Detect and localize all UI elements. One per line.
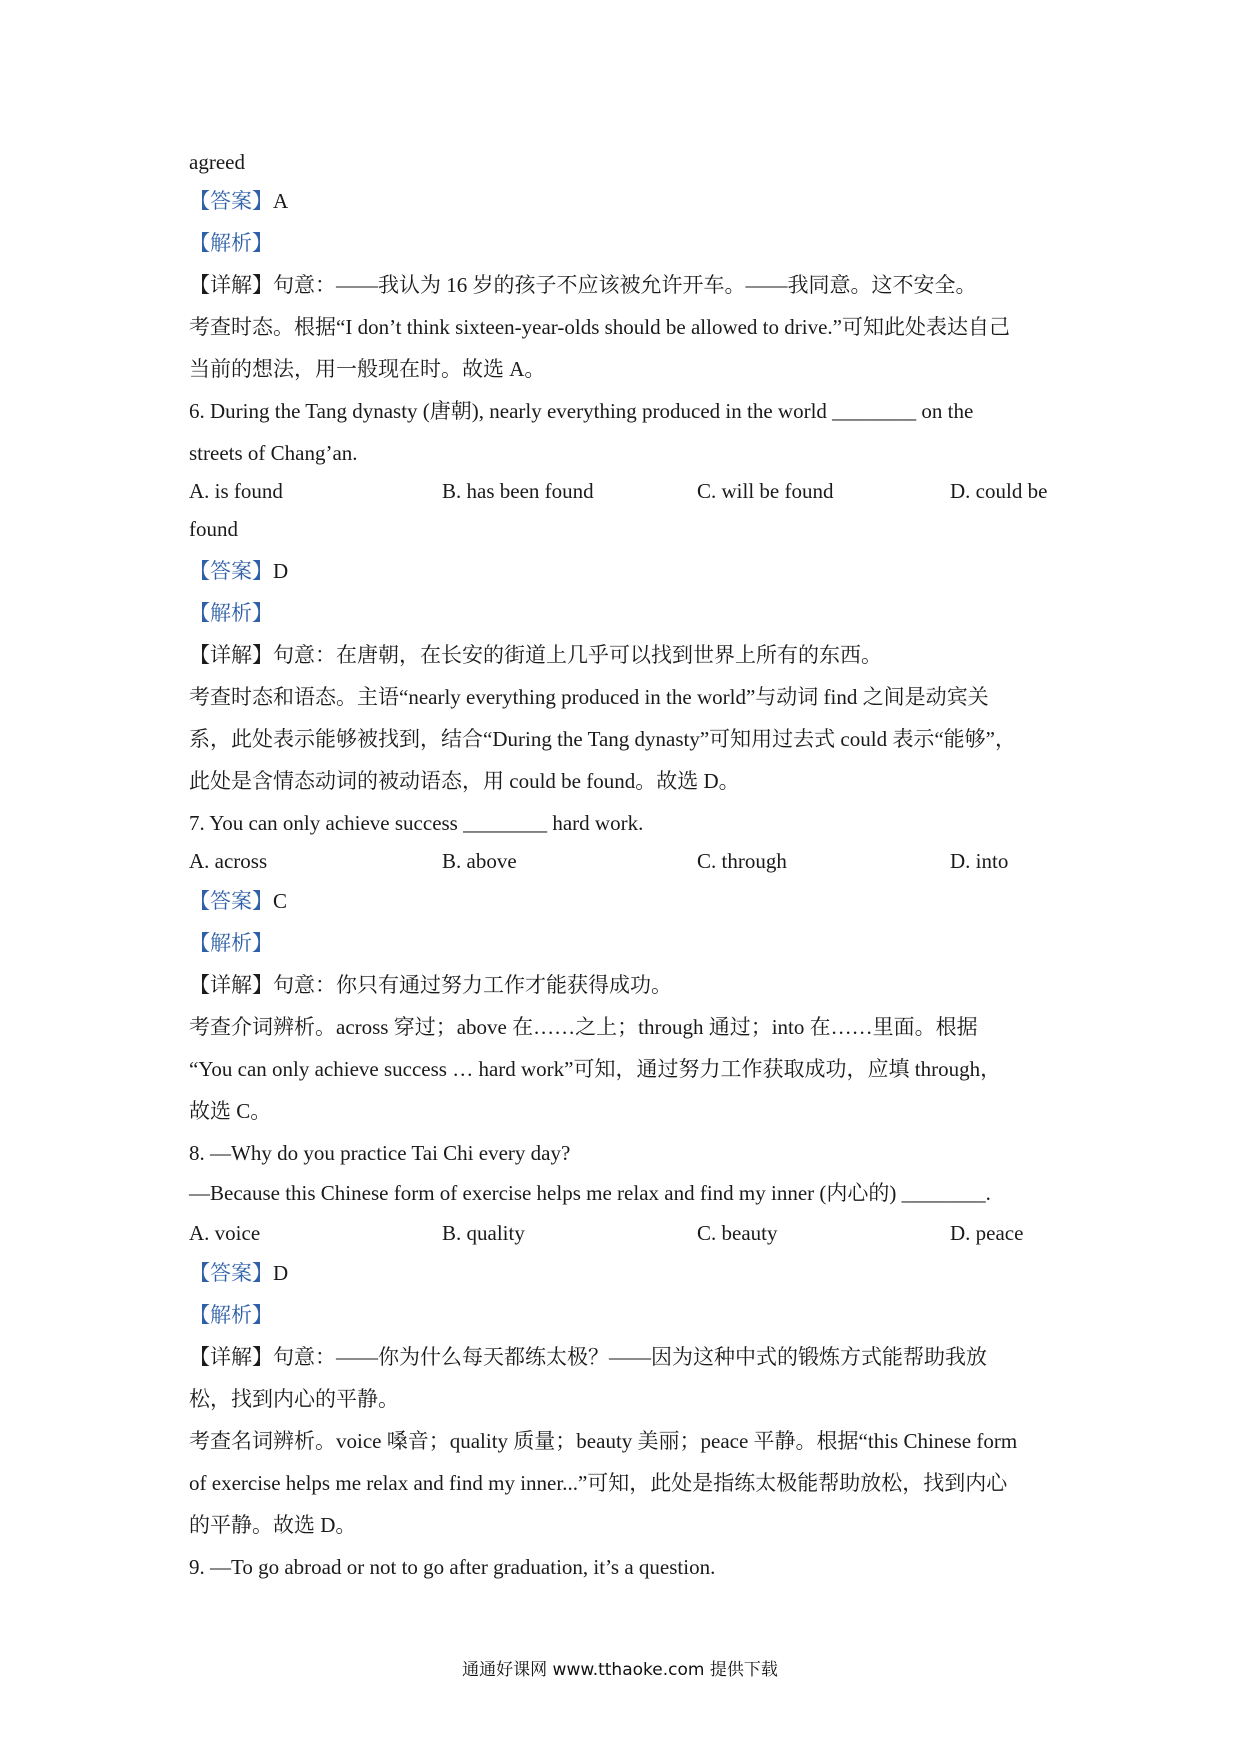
q8-detail-line2: 松，找到内心的平静。 [189,1387,399,1411]
q7-option-b: B. above [442,849,517,873]
page-footer: 通通好课网 www.tthaoke.com 提供下载 [462,1660,778,1680]
q6-option-c: C. will be found [697,479,834,503]
q8-stem-line1: 8. —Why do you practice Tai Chi every day? [189,1141,571,1165]
q8-explanation-line1: 考查名词辨析。voice 嗓音；quality 质量；beauty 美丽；peace 平静。根据“this Chinese form [189,1429,1018,1453]
q8-option-a: A. voice [189,1221,261,1245]
q7-stem: 7. You can only achieve success ________ hard work. [189,811,644,835]
q8-analysis-label: 【解析】 [189,1303,273,1327]
q7-explanation-line2: “You can only achieve success … hard work”可知，通过努力工作获取成功，应填 through， [189,1057,1002,1081]
answer-value: C [273,889,288,913]
answer-value: D [273,559,289,583]
q6-stem-line2: streets of Chang’an. [189,441,358,465]
q6-stem-line1: 6. During the Tang dynasty (唐朝), nearly everything produced in the world ________ on the [189,399,974,423]
q7-analysis-label: 【解析】 [189,931,273,955]
q7-explanation-line1: 考查介词辨析。across 穿过；above 在……之上；through 通过；into 在……里面。根据 [189,1015,978,1039]
answer-value: A [273,189,289,213]
answer-value: D [273,1261,289,1285]
answer-label: 【答案】 [189,1261,273,1285]
answer-label: 【答案】 [189,189,273,213]
q6-detail: 【详解】句意：在唐朝，在长安的街道上几乎可以找到世界上所有的东西。 [189,643,882,667]
q9-stem: 9. —To go abroad or not to go after graduation, it’s a question. [189,1555,716,1579]
q7-option-d: D. into [950,849,1009,873]
q6-explanation-line2: 系，此处表示能够被找到，结合“During the Tang dynasty”可知用过去式 could 表示“能够”， [189,727,1016,751]
q8-option-d: D. peace [950,1221,1024,1245]
q7-detail: 【详解】句意：你只有通过努力工作才能获得成功。 [189,973,672,997]
q7-option-a: A. across [189,849,268,873]
q6-explanation-line1: 考查时态和语态。主语“nearly everything produced in the world”与动词 find 之间是动宾关 [189,685,989,709]
q7-answer [189,886,287,916]
answer-label: 【答案】 [189,559,273,583]
q8-explanation-line3: 的平静。故选 D。 [189,1513,357,1537]
top-fragment: agreed [189,150,245,174]
q6-analysis-label: 【解析】 [189,601,273,625]
q6-option-d-continued: found [189,517,238,541]
q6-answer [189,556,288,586]
q8-explanation-line2: of exercise helps me relax and find my inner...”可知，此处是指练太极能帮助放松，找到内心 [189,1471,1008,1495]
q6-option-a: A. is found [189,479,283,503]
q5-explanation-line1: 考查时态。根据“I don’t think sixteen-year-olds should be allowed to drive.”可知此处表达自己 [189,315,1010,339]
q8-stem-line2: —Because this Chinese form of exercise helps me relax and find my inner (内心的) ________. [189,1181,991,1205]
q5-analysis-label: 【解析】 [189,231,273,255]
q7-explanation-line3: 故选 C。 [189,1099,272,1123]
q8-option-b: B. quality [442,1221,525,1245]
q5-answer [189,186,288,216]
q6-option-b: B. has been found [442,479,594,503]
q8-option-c: C. beauty [697,1221,778,1245]
q6-explanation-line3: 此处是含情态动词的被动语态，用 could be found。故选 D。 [189,769,740,793]
q5-detail: 【详解】句意：——我认为 16 岁的孩子不应该被允许开车。——我同意。这不安全。 [189,273,977,297]
q5-explanation-line2: 当前的想法，用一般现在时。故选 A。 [189,357,546,381]
q7-option-c: C. through [697,849,787,873]
q6-option-d: D. could be [950,479,1048,503]
q8-detail-line1: 【详解】句意：——你为什么每天都练太极？——因为这种中式的锻炼方式能帮助我放 [189,1345,987,1369]
q8-answer [189,1258,288,1288]
answer-label: 【答案】 [189,889,273,913]
